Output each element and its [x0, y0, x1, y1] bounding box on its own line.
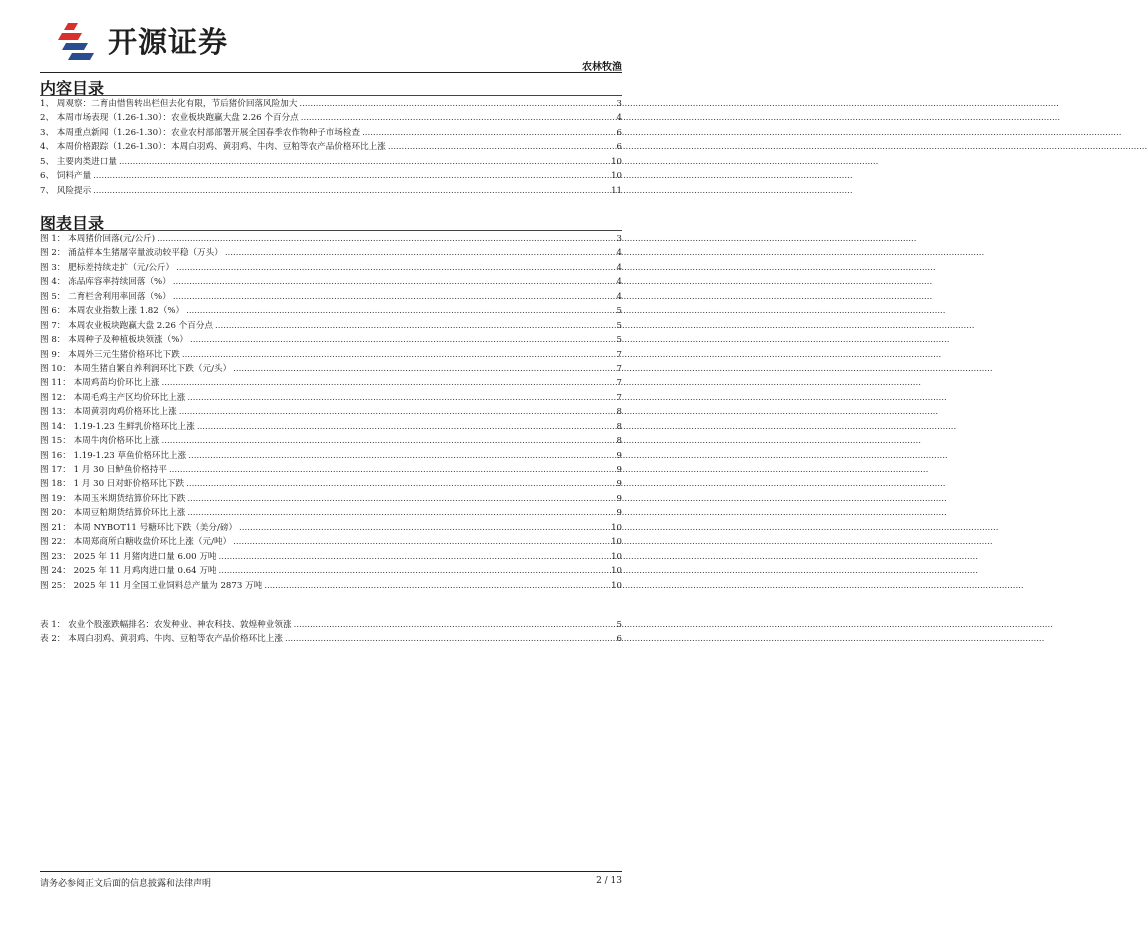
- toc-entry[interactable]: [40, 434, 622, 448]
- contents-title: 内容目录: [40, 79, 105, 98]
- toc-entry-page: 4: [616, 262, 622, 273]
- company-logo: [58, 20, 228, 60]
- toc-entry-page: 4: [616, 248, 622, 259]
- toc-entry-label: 图 7： 本周农业板块跑赢大盘 2.26 个百分点: [40, 320, 214, 331]
- toc-dot-leader: [182, 348, 615, 362]
- toc-dot-leader: [197, 420, 615, 434]
- toc-dot-leader: [186, 304, 614, 318]
- toc-entry[interactable]: [40, 405, 622, 419]
- toc-dot-leader: [388, 140, 615, 154]
- toc-entry-label: 图 10： 本周生猪自繁自养利润环比下跌（元/头）: [40, 363, 232, 374]
- toc-entry-label: 图 22： 本周郑商所白糖收盘价环比上涨（元/吨）: [40, 537, 232, 548]
- toc-entry[interactable]: [40, 290, 622, 304]
- toc-dot-leader: [187, 506, 614, 520]
- toc-entry[interactable]: [40, 111, 622, 125]
- figures-title: 图表目录: [40, 214, 105, 233]
- toc-entry-page: 10: [611, 171, 622, 182]
- toc-entry[interactable]: [40, 463, 622, 477]
- toc-entry[interactable]: [40, 97, 622, 111]
- toc-entry-page: 3: [616, 234, 622, 244]
- toc-entry-label: 图 18： 1 月 30 日对虾价格环比下跌: [40, 479, 185, 490]
- toc-dot-leader: [301, 111, 615, 125]
- sector-label: 农林牧渔: [582, 62, 622, 73]
- toc-dot-leader: [186, 477, 614, 491]
- toc-entry-label: 图 5： 二育栏舍利用率回落（%）: [40, 291, 171, 302]
- toc-entry-page: 5: [616, 335, 622, 346]
- toc-entry-page: 6: [616, 127, 622, 138]
- toc-entry-label: 图 6： 本周农业指数上涨 1.82（%）: [40, 306, 185, 317]
- toc-entry-page: 4: [616, 113, 622, 124]
- toc-entry-label: 图 17： 1 月 30 日鲈鱼价格持平: [40, 465, 167, 475]
- toc-entry-page: 9: [616, 465, 622, 475]
- toc-dot-leader: [264, 579, 609, 593]
- toc-entry-page: 10: [611, 522, 622, 533]
- toc-entry-label: 图 2： 涌益样本生猪屠宰量波动较平稳（万头）: [40, 248, 223, 259]
- toc-entry-page: 5: [616, 320, 622, 331]
- toc-entry-page: 10: [611, 156, 622, 167]
- toc-entry[interactable]: [40, 535, 622, 549]
- toc-entry-page: 5: [616, 306, 622, 317]
- toc-entry-label: 图 19： 本周玉米期货结算价环比下跌: [40, 493, 186, 504]
- toc-entry-label: 图 1： 本周猪价回落(元/公斤): [40, 234, 156, 244]
- toc-entry-page: 10: [611, 537, 622, 548]
- toc-entry-label: 图 23： 2025 年 11 月猪肉进口量 6.00 万吨: [40, 551, 217, 562]
- toc-entry-label: 图 11： 本周鸡苗均价环比上涨: [40, 378, 160, 389]
- toc-entry[interactable]: [40, 362, 622, 376]
- toc-entry[interactable]: [40, 477, 622, 491]
- toc-dot-leader: [173, 275, 615, 289]
- toc-entry[interactable]: [40, 126, 622, 140]
- toc-entry-label: 图 21： 本周 NYBOT11 号糖环比下跌（美分/磅）: [40, 522, 238, 533]
- toc-entry-label: 表 1： 农业个股涨跌幅排名：农发种业、神农科技、敦煌种业领涨: [40, 620, 292, 630]
- toc-entry-page: 7: [616, 392, 622, 403]
- toc-entry-page: 10: [611, 580, 622, 591]
- toc-entry[interactable]: [40, 521, 622, 535]
- toc-dot-leader: [119, 155, 609, 169]
- footer-disclaimer: 请务必参阅正文后面的信息披露和法律声明: [40, 879, 212, 889]
- toc-entry-label: 图 16： 1.19-1.23 草鱼价格环比上涨: [40, 450, 187, 461]
- toc-entry[interactable]: [40, 169, 622, 183]
- toc-entry-label: 6、 饲料产量: [40, 171, 92, 182]
- toc-dot-leader: [225, 246, 615, 260]
- toc-dot-leader: [190, 333, 615, 347]
- toc-entry[interactable]: [40, 391, 622, 405]
- toc-entry-label: 图 14： 1.19-1.23 生鲜乳价格环比上涨: [40, 421, 195, 432]
- toc-entry-label: 图 24： 2025 年 11 月鸡肉进口量 0.64 万吨: [40, 566, 217, 577]
- toc-dot-leader: [179, 405, 615, 419]
- toc-dot-leader: [239, 521, 609, 535]
- toc-entry-label: 图 4： 冻品库容率持续回落（%）: [40, 277, 171, 288]
- footer-divider: [40, 871, 622, 872]
- toc-dot-leader: [362, 126, 614, 140]
- toc-dot-leader: [219, 550, 610, 564]
- toc-dot-leader: [173, 290, 615, 304]
- toc-entry[interactable]: [40, 550, 622, 564]
- toc-dot-leader: [162, 434, 615, 448]
- toc-dot-leader: [294, 618, 615, 632]
- toc-entry[interactable]: [40, 449, 622, 463]
- toc-dot-leader: [215, 319, 615, 333]
- toc-entry-page: 10: [611, 566, 622, 577]
- contents-underline: [40, 95, 622, 96]
- toc-entry[interactable]: [40, 232, 622, 246]
- toc-entry-page: 8: [616, 436, 622, 447]
- toc-dot-leader: [285, 632, 615, 646]
- toc-entry[interactable]: [40, 319, 622, 333]
- toc-entry-label: 表 2： 本周白羽鸡、黄羽鸡、牛肉、豆粕等农产品价格环比上涨: [40, 634, 283, 645]
- toc-entry-label: 2、 本周市场表现（1.26-1.30）：农业板块跑赢大盘 2.26 个百分点: [40, 113, 299, 124]
- toc-entry[interactable]: [40, 333, 622, 347]
- toc-entry[interactable]: [40, 155, 622, 169]
- toc-entry-page: 7: [616, 378, 622, 389]
- toc-entry-page: 3: [616, 99, 622, 109]
- toc-entry-label: 7、 风险提示: [40, 185, 92, 196]
- header-divider: [40, 72, 622, 73]
- toc-dot-leader: [233, 362, 614, 376]
- toc-entry-label: 4、 本周价格跟踪（1.26-1.30）：本周白羽鸡、黄羽鸡、牛肉、豆粕等农产品价格环比上涨: [40, 142, 386, 153]
- toc-entry-page: 9: [616, 508, 622, 519]
- logo-text: 开源证券: [108, 24, 229, 59]
- toc-entry-label: 1、 周观察：二育由惜售转出栏但去化有限，节后猪价回落风险加大: [40, 99, 298, 109]
- toc-entry[interactable]: [40, 246, 622, 260]
- toc-entry[interactable]: [40, 420, 622, 434]
- toc-entry-page: 7: [616, 349, 622, 360]
- toc-entry[interactable]: [40, 304, 622, 318]
- tables-list: [40, 618, 622, 647]
- toc-entry[interactable]: [40, 140, 622, 154]
- toc-dot-leader: [219, 564, 610, 578]
- contents-list: [40, 97, 622, 198]
- toc-entry-page: 4: [616, 291, 622, 302]
- toc-entry-label: 图 15： 本周牛肉价格环比上涨: [40, 436, 160, 447]
- toc-entry[interactable]: [40, 275, 622, 289]
- toc-dot-leader: [169, 463, 615, 477]
- toc-entry[interactable]: [40, 261, 622, 275]
- toc-dot-leader: [187, 391, 614, 405]
- toc-dot-leader: [93, 169, 609, 183]
- toc-entry-page: 8: [616, 407, 622, 418]
- toc-dot-leader: [162, 376, 615, 390]
- toc-entry-label: 图 8： 本周种子及种植板块领涨（%）: [40, 335, 189, 346]
- toc-entry-page: 7: [616, 363, 622, 374]
- figures-list: [40, 232, 622, 593]
- toc-entry-label: 3、 本周重点新闻（1.26-1.30）：农业农村部部署开展全国春季农作物种子市场检查: [40, 127, 361, 138]
- toc-dot-leader: [299, 97, 614, 111]
- toc-dot-leader: [188, 449, 614, 463]
- toc-dot-leader: [93, 184, 609, 198]
- toc-dot-leader: [233, 535, 609, 549]
- toc-entry-label: 5、 主要肉类进口量: [40, 156, 117, 167]
- toc-entry-page: 4: [616, 277, 622, 288]
- toc-entry-page: 5: [616, 620, 622, 630]
- toc-entry[interactable]: [40, 618, 622, 632]
- toc-entry-label: 图 9： 本周外三元生猪价格环比下跌: [40, 349, 180, 360]
- kaiyuan-logo-icon: [58, 20, 102, 60]
- toc-entry[interactable]: [40, 632, 622, 646]
- toc-entry[interactable]: [40, 564, 622, 578]
- page-number: 2 / 13: [596, 876, 622, 886]
- toc-entry-page: 6: [616, 142, 622, 153]
- toc-entry-page: 9: [616, 493, 622, 504]
- toc-entry[interactable]: [40, 348, 622, 362]
- figures-underline: [40, 230, 622, 231]
- toc-entry[interactable]: [40, 376, 622, 390]
- toc-dot-leader: [187, 492, 614, 506]
- toc-entry-page: 6: [616, 634, 622, 645]
- toc-entry-label: 图 25： 2025 年 11 月全国工业饲料总产量为 2873 万吨: [40, 580, 263, 591]
- toc-entry[interactable]: [40, 506, 622, 520]
- toc-entry[interactable]: [40, 492, 622, 506]
- toc-entry-label: 图 12： 本周毛鸡主产区均价环比上涨: [40, 392, 186, 403]
- toc-entry-page: 11: [611, 185, 622, 196]
- toc-dot-leader: [157, 232, 614, 246]
- toc-entry[interactable]: [40, 579, 622, 593]
- toc-entry-label: 图 13： 本周黄羽肉鸡价格环比上涨: [40, 407, 177, 418]
- toc-entry-page: 8: [616, 421, 622, 432]
- toc-dot-leader: [176, 261, 614, 275]
- toc-entry-label: 图 3： 肥标差持续走扩（元/公斤）: [40, 262, 175, 273]
- toc-entry-page: 9: [616, 479, 622, 490]
- toc-entry[interactable]: [40, 184, 622, 198]
- toc-entry-label: 图 20： 本周豆粕期货结算价环比上涨: [40, 508, 186, 519]
- toc-entry-page: 9: [616, 450, 622, 461]
- toc-entry-page: 10: [611, 551, 622, 562]
